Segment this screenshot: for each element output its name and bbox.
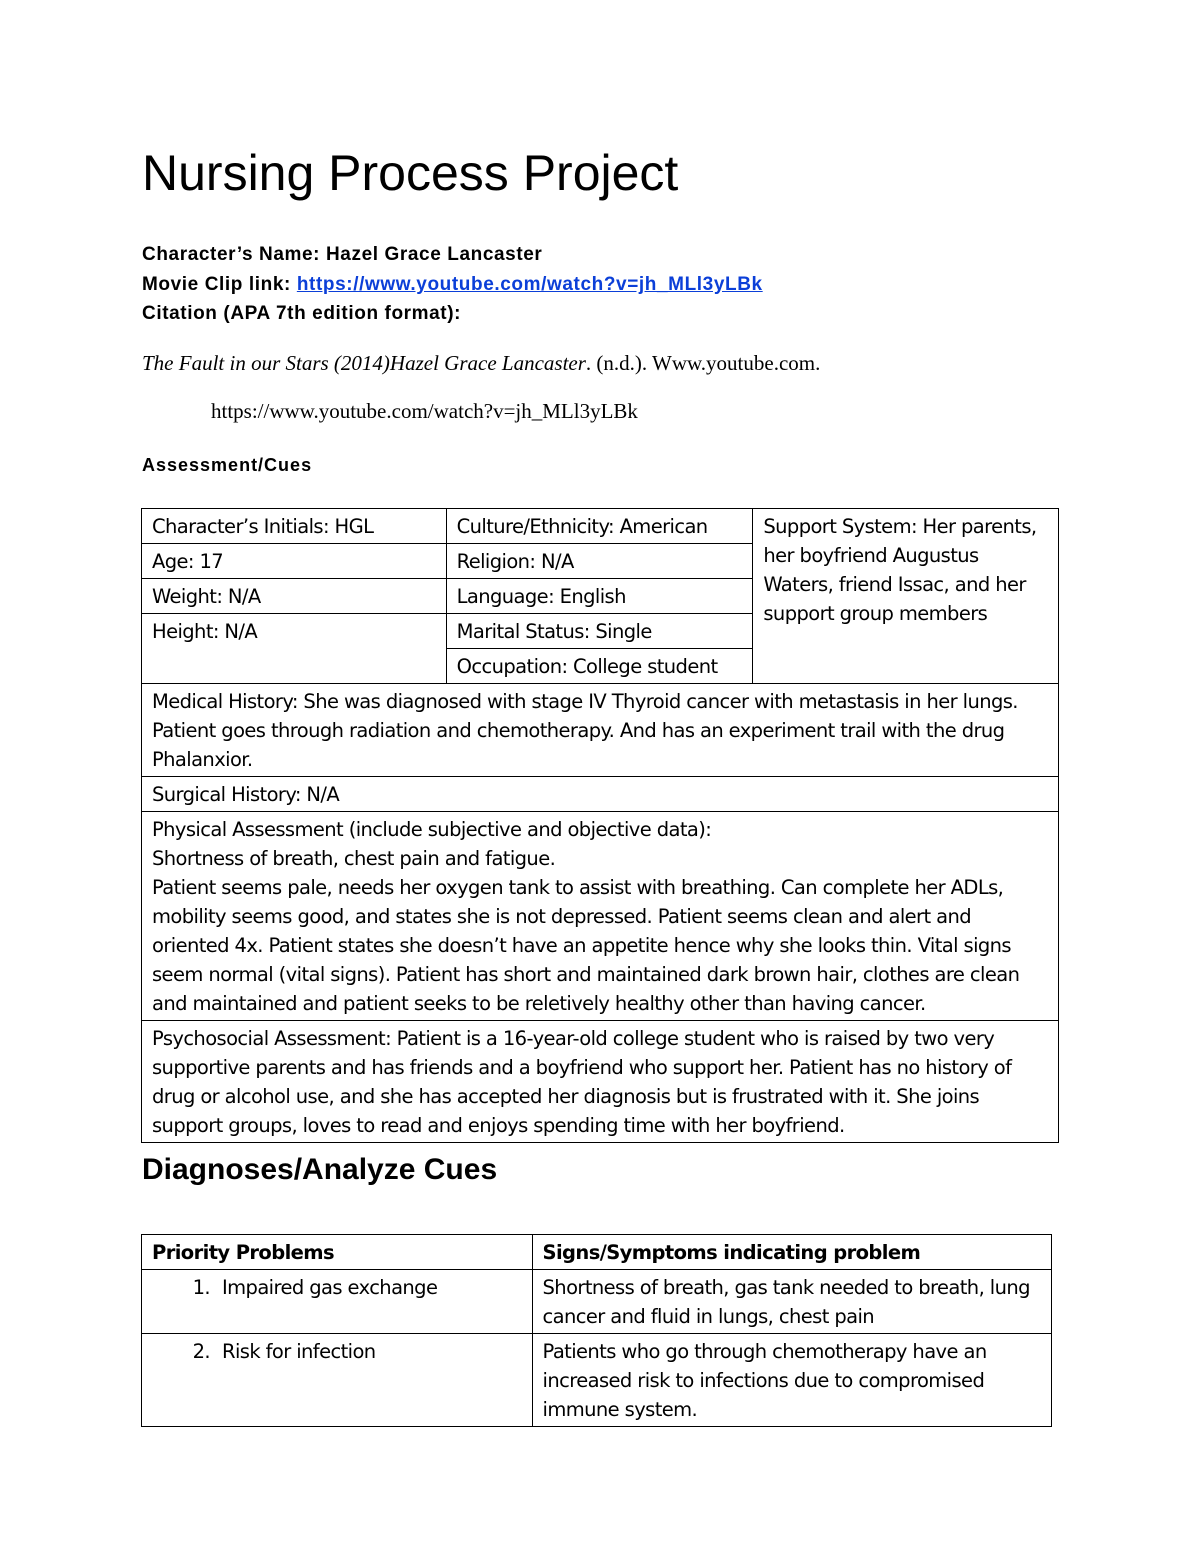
signs-cell: Shortness of breath, gas tank needed to breath, lung cancer and fluid in lungs, chest pain: [532, 1270, 1051, 1334]
culture-cell: Culture/Ethnicity: American: [446, 509, 753, 544]
assessment-label: Assessment/Cues: [142, 455, 313, 475]
priority-problems-header: Priority Problems: [142, 1235, 533, 1270]
support-cell: Support System: Her parents, her boyfriend Augustus Waters, friend Issac, and her support group members: [753, 509, 1059, 684]
problem-number: 2.: [192, 1340, 210, 1363]
physical-subjective: Shortness of breath, chest pain and fatigue.: [152, 847, 556, 870]
initials-cell: Character’s Initials: HGL: [142, 509, 447, 544]
table-row: [142, 1270, 1052, 1334]
problem-cell: [142, 1270, 533, 1334]
movie-clip-link[interactable]: https://www.youtube.com/watch?v=jh_MLl3yLBk: [296, 274, 763, 295]
citation-title: The Fault in our Stars (2014)Hazel Grace Lancaster: [142, 351, 586, 375]
assessment-table: [141, 508, 1059, 1143]
physical-objective: Patient seems pale, needs her oxygen tank to assist with breathing. Can complete her ADLs, mobility seems good, and states she is not depressed. Patient seems clean and alert and oriented 4x. Patient states she doesn’t have an appetite hence why she looks thin. Vital signs seem normal (vital signs). Patient has short and maintained dark brown hair, clothes are clean and maintained and patient seeks to be reletively healthy other than having cancer.: [152, 876, 1020, 1015]
problem-number: 1.: [192, 1276, 210, 1299]
diagnoses-heading: Diagnoses/Analyze Cues: [142, 1153, 498, 1186]
psychosocial-assessment-cell: Psychosocial Assessment: Patient is a 16-year-old college student who is raised by two very supportive parents and has friends and a boyfriend who support her. Patient has no history of drug or alcohol use, and she has accepted her diagnosis but is frustrated with it. She joins support groups, loves to read and enjoys spending time with her boyfriend.: [142, 1021, 1059, 1143]
marital-cell: Marital Status: Single: [446, 614, 753, 649]
citation-label: Citation (APA 7th edition format):: [142, 303, 462, 324]
physical-assessment-title: Physical Assessment (include subjective and objective data):: [152, 818, 712, 841]
signs-cell: Patients who go through chemotherapy have an increased risk to infections due to compromised immune system.: [532, 1334, 1051, 1427]
weight-cell: Weight: N/A: [142, 579, 447, 614]
citation-url: https://www.youtube.com/watch?v=jh_MLl3yLBk: [211, 399, 638, 423]
signs-symptoms-header: Signs/Symptoms indicating problem: [532, 1235, 1051, 1270]
religion-cell: Religion: N/A: [446, 544, 753, 579]
medical-history-cell: Medical History: She was diagnosed with stage IV Thyroid cancer with metastasis in her lungs. Patient goes through radiation and chemotherapy. And has an experiment trail with the drug Phalanxior.: [142, 684, 1059, 777]
character-name: Character’s Name: Hazel Grace Lancaster: [142, 244, 543, 265]
movie-clip-row: [142, 273, 763, 297]
table-row: [142, 1334, 1052, 1427]
problem-text: Impaired gas exchange: [222, 1276, 438, 1299]
occupation-cell: Occupation: College student: [446, 649, 753, 684]
problem-text: Risk for infection: [222, 1340, 376, 1363]
age-cell: Age: 17: [142, 544, 447, 579]
diagnoses-table: [141, 1234, 1052, 1427]
surgical-history-cell: Surgical History: N/A: [142, 777, 1059, 812]
movie-clip-label: Movie Clip link:: [142, 274, 291, 295]
citation-rest: . (n.d.). Www.youtube.com.: [585, 351, 821, 375]
height-cell: Height: N/A: [142, 614, 447, 684]
physical-assessment-cell: [142, 812, 1059, 1021]
page-title: Nursing Process Project: [142, 145, 679, 201]
language-cell: Language: English: [446, 579, 753, 614]
citation-text: [142, 350, 820, 376]
problem-cell: [142, 1334, 533, 1427]
